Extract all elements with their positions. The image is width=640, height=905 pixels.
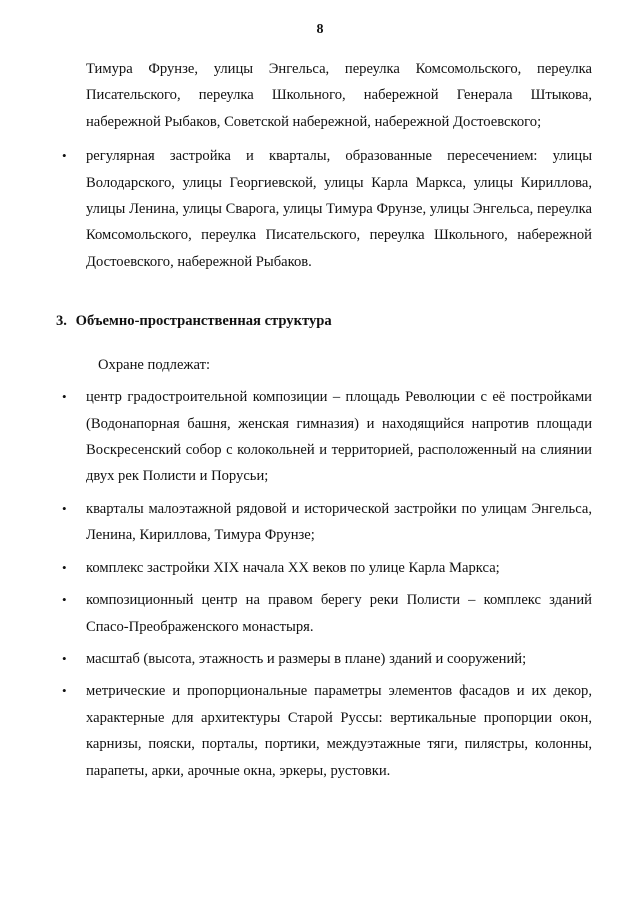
section-title: Объемно-пространственная структура [75, 313, 332, 330]
bullet-icon: • [62, 592, 67, 608]
list-item-text: метрические и пропорциональные параметры элементов фасадов и их декор, характерные для архитектуры Старой Руссы: вертикальные пропорции окон, карнизы, пояски, порталы, портики, междуэтажные тяги, пилястры, колонны, парапеты, арки, арочные окна, эркеры, рустовки. [86, 683, 592, 779]
list-item-text: комплекс застройки XIX начала XX веков по улице Карла Маркса; [86, 559, 500, 576]
list-item [62, 587, 592, 640]
bullet-list-top [62, 143, 592, 275]
section-number: 3. [56, 313, 67, 330]
list-item [62, 496, 592, 549]
section-heading [56, 308, 592, 334]
continued-paragraph: Тимура Фрунзе, улицы Энгельса, переулка Комсомольского, переулка Писательского, переулка Школьного, набережной Генерала Штыкова, набережной Рыбаков, Советской набережной, набережной Достоевского; [86, 61, 592, 130]
bullet-icon: • [62, 389, 67, 405]
section-intro: Охране подлежат: [98, 357, 211, 374]
bullet-icon: • [62, 500, 67, 516]
bullet-icon: • [62, 559, 67, 575]
list-item-text: композиционный центр на правом берегу реки Полисти – комплекс зданий Спасо-Преображенского монастыря. [86, 592, 592, 635]
list-item [62, 646, 592, 672]
list-item [62, 384, 592, 490]
list-item-text: центр градостроительной композиции – площадь Революции с её постройками (Водонапорная башня, женская гимназия) и находящийся напротив площади Воскресенский собор с колокольней и территорией, расположенный на слиянии двух рек Полисти и Порусьи; [86, 389, 592, 485]
bullet-icon: • [62, 683, 67, 699]
list-item [62, 678, 592, 784]
list-item-text: масштаб (высота, этажность и размеры в плане) зданий и сооружений; [86, 650, 527, 667]
page-number: 8 [316, 22, 324, 37]
bullet-list-protected [62, 384, 592, 784]
bullet-icon: • [62, 650, 67, 666]
list-item-text: регулярная застройка и кварталы, образованные пересечением: улицы Володарского, улицы Георгиевской, улицы Карла Маркса, улицы Кириллова, улицы Ленина, улицы Сварога, улицы Тимура Фрунзе, улицы Энгельса, переулка Комсомольского, переулка Писательского, переулка Школьного, набережной Достоевского, набережной Рыбаков. [86, 148, 592, 270]
list-item [62, 143, 592, 275]
document-body [56, 56, 592, 784]
bullet-icon: • [62, 148, 67, 164]
list-item [62, 555, 592, 581]
list-item-text: кварталы малоэтажной рядовой и исторической застройки по улицам Энгельса, Ленина, Кириллова, Тимура Фрунзе; [86, 500, 592, 544]
